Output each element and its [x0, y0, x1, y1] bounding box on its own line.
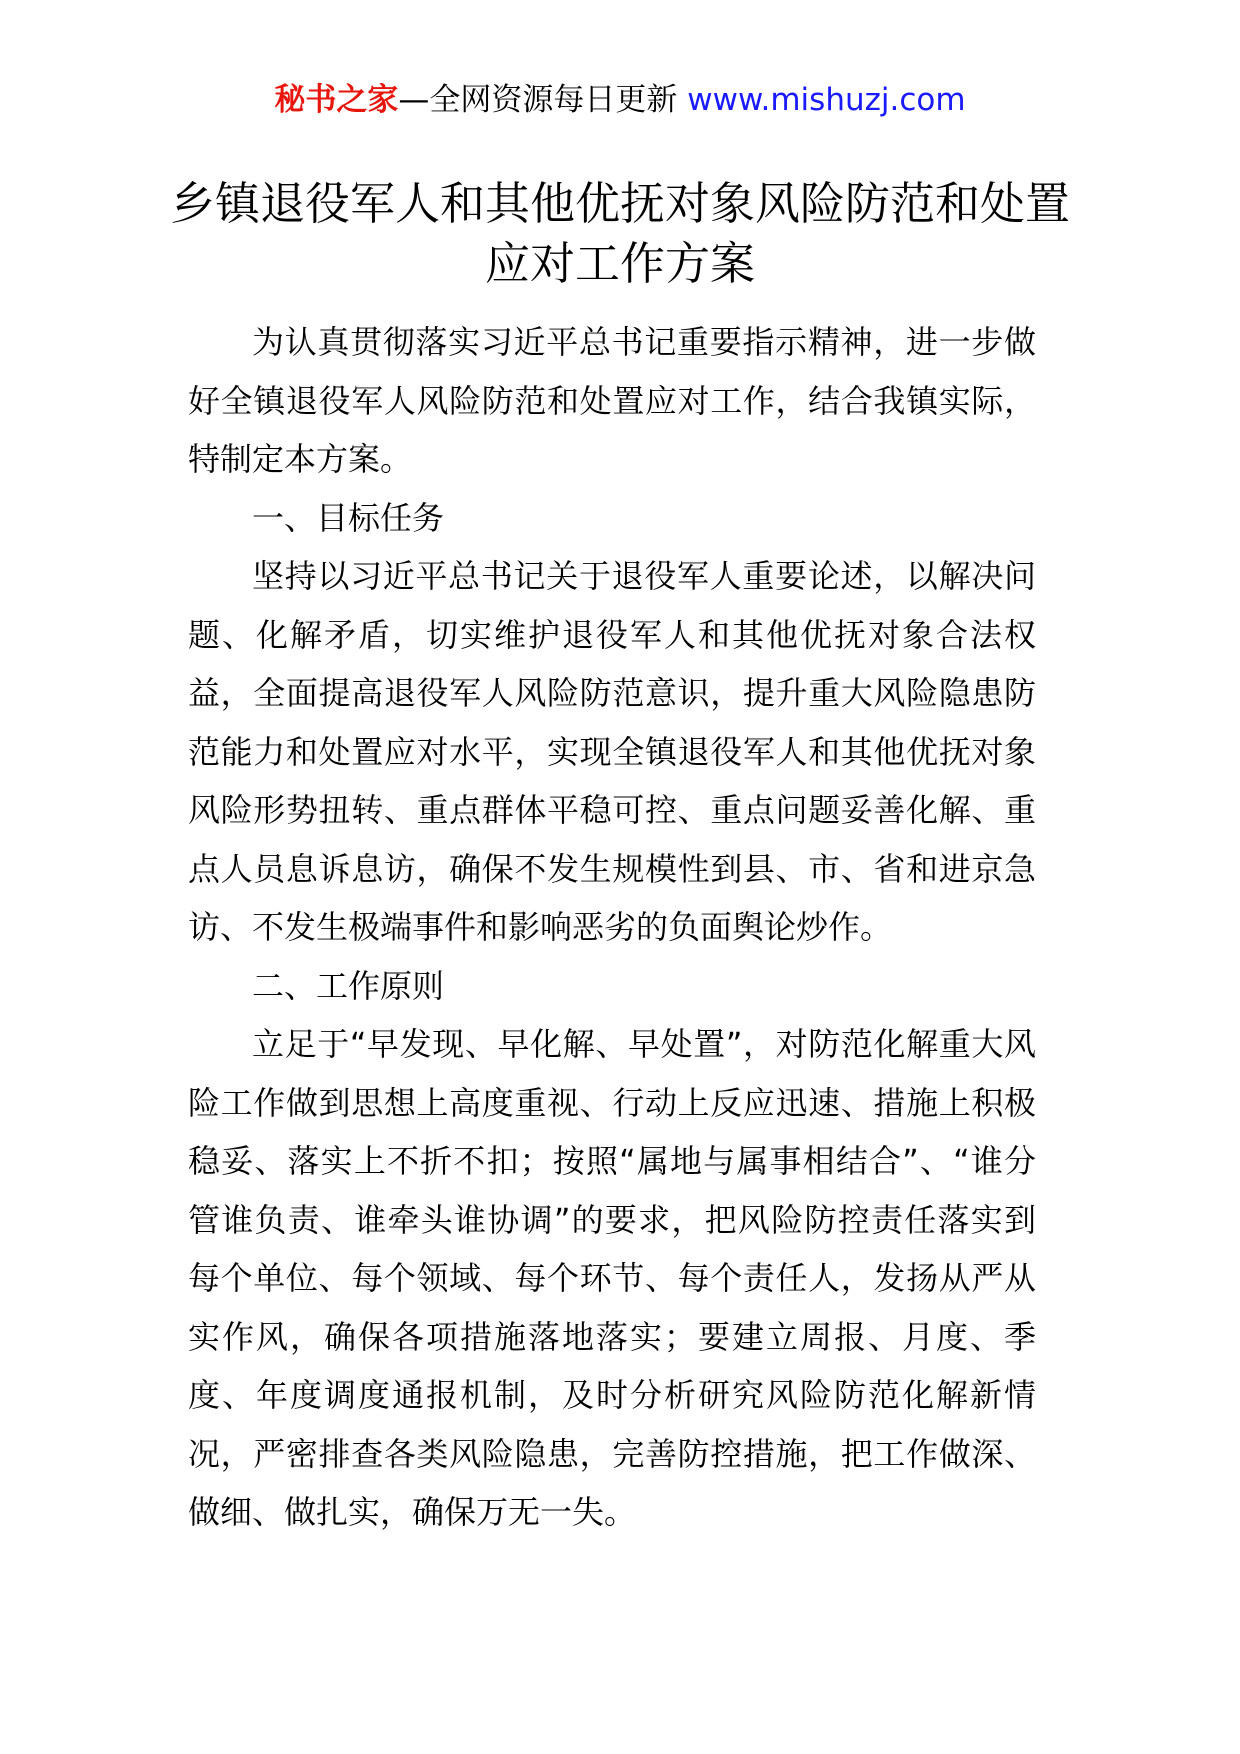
section-heading-principles: 二、工作原则 — [252, 966, 445, 1005]
document-title: 乡镇退役军人和其他优抚对象风险防范和处置应对工作方案 — [169, 177, 1070, 290]
goals-paragraph: 坚持以习近平总书记关于退役军人重要论述，以解决问题、化解矛盾，切实维护退役军人和其他优抚对象合法权益，全面提高退役军人风险防范意识，提升重大风险隐患防范能力和处置应对水平，实现全镇退役军人和其他优抚对象风险形势扭转、重点群体平稳可控、重点问题妥善化解、重点人员息诉息访，确保不发生规模性到县、市、省和进京急访、不发生极端事件和影响恶劣的负面舆论炒作。 — [188, 557, 1036, 946]
intro-paragraph: 为认真贯彻落实习近平总书记重要指示精神，进一步做好全镇退役军人风险防范和处置应对工作，结合我镇实际，特制定本方案。 — [188, 323, 1036, 478]
website-link[interactable]: www.mishuzj.com — [687, 82, 966, 118]
site-header — [0, 78, 1240, 122]
document-body — [188, 313, 1036, 1542]
principles-paragraph: 立足于“早发现、早化解、早处置”，对防范化解重大风险工作做到思想上高度重视、行动上反应迅速、措施上积极稳妥、落实上不折不扣；按照“属地与属事相结合”、“谁分管谁负责、谁牵头谁协调”的要求，把风险防控责任落实到每个单位、每个领域、每个环节、每个责任人，发扬从严从实作风，确保各项措施落地落实；要建立周报、月度、季度、年度调度通报机制，及时分析研究风险防范化解新情况，严密排查各类风险隐患，完善防控措施，把工作做深、做细、做扎实，确保万无一失。 — [188, 1025, 1036, 1531]
section-heading-goals: 一、目标任务 — [252, 498, 445, 537]
header-slogan: —全网资源每日更新 — [398, 82, 688, 118]
brand-name: 秘书之家 — [274, 82, 399, 118]
